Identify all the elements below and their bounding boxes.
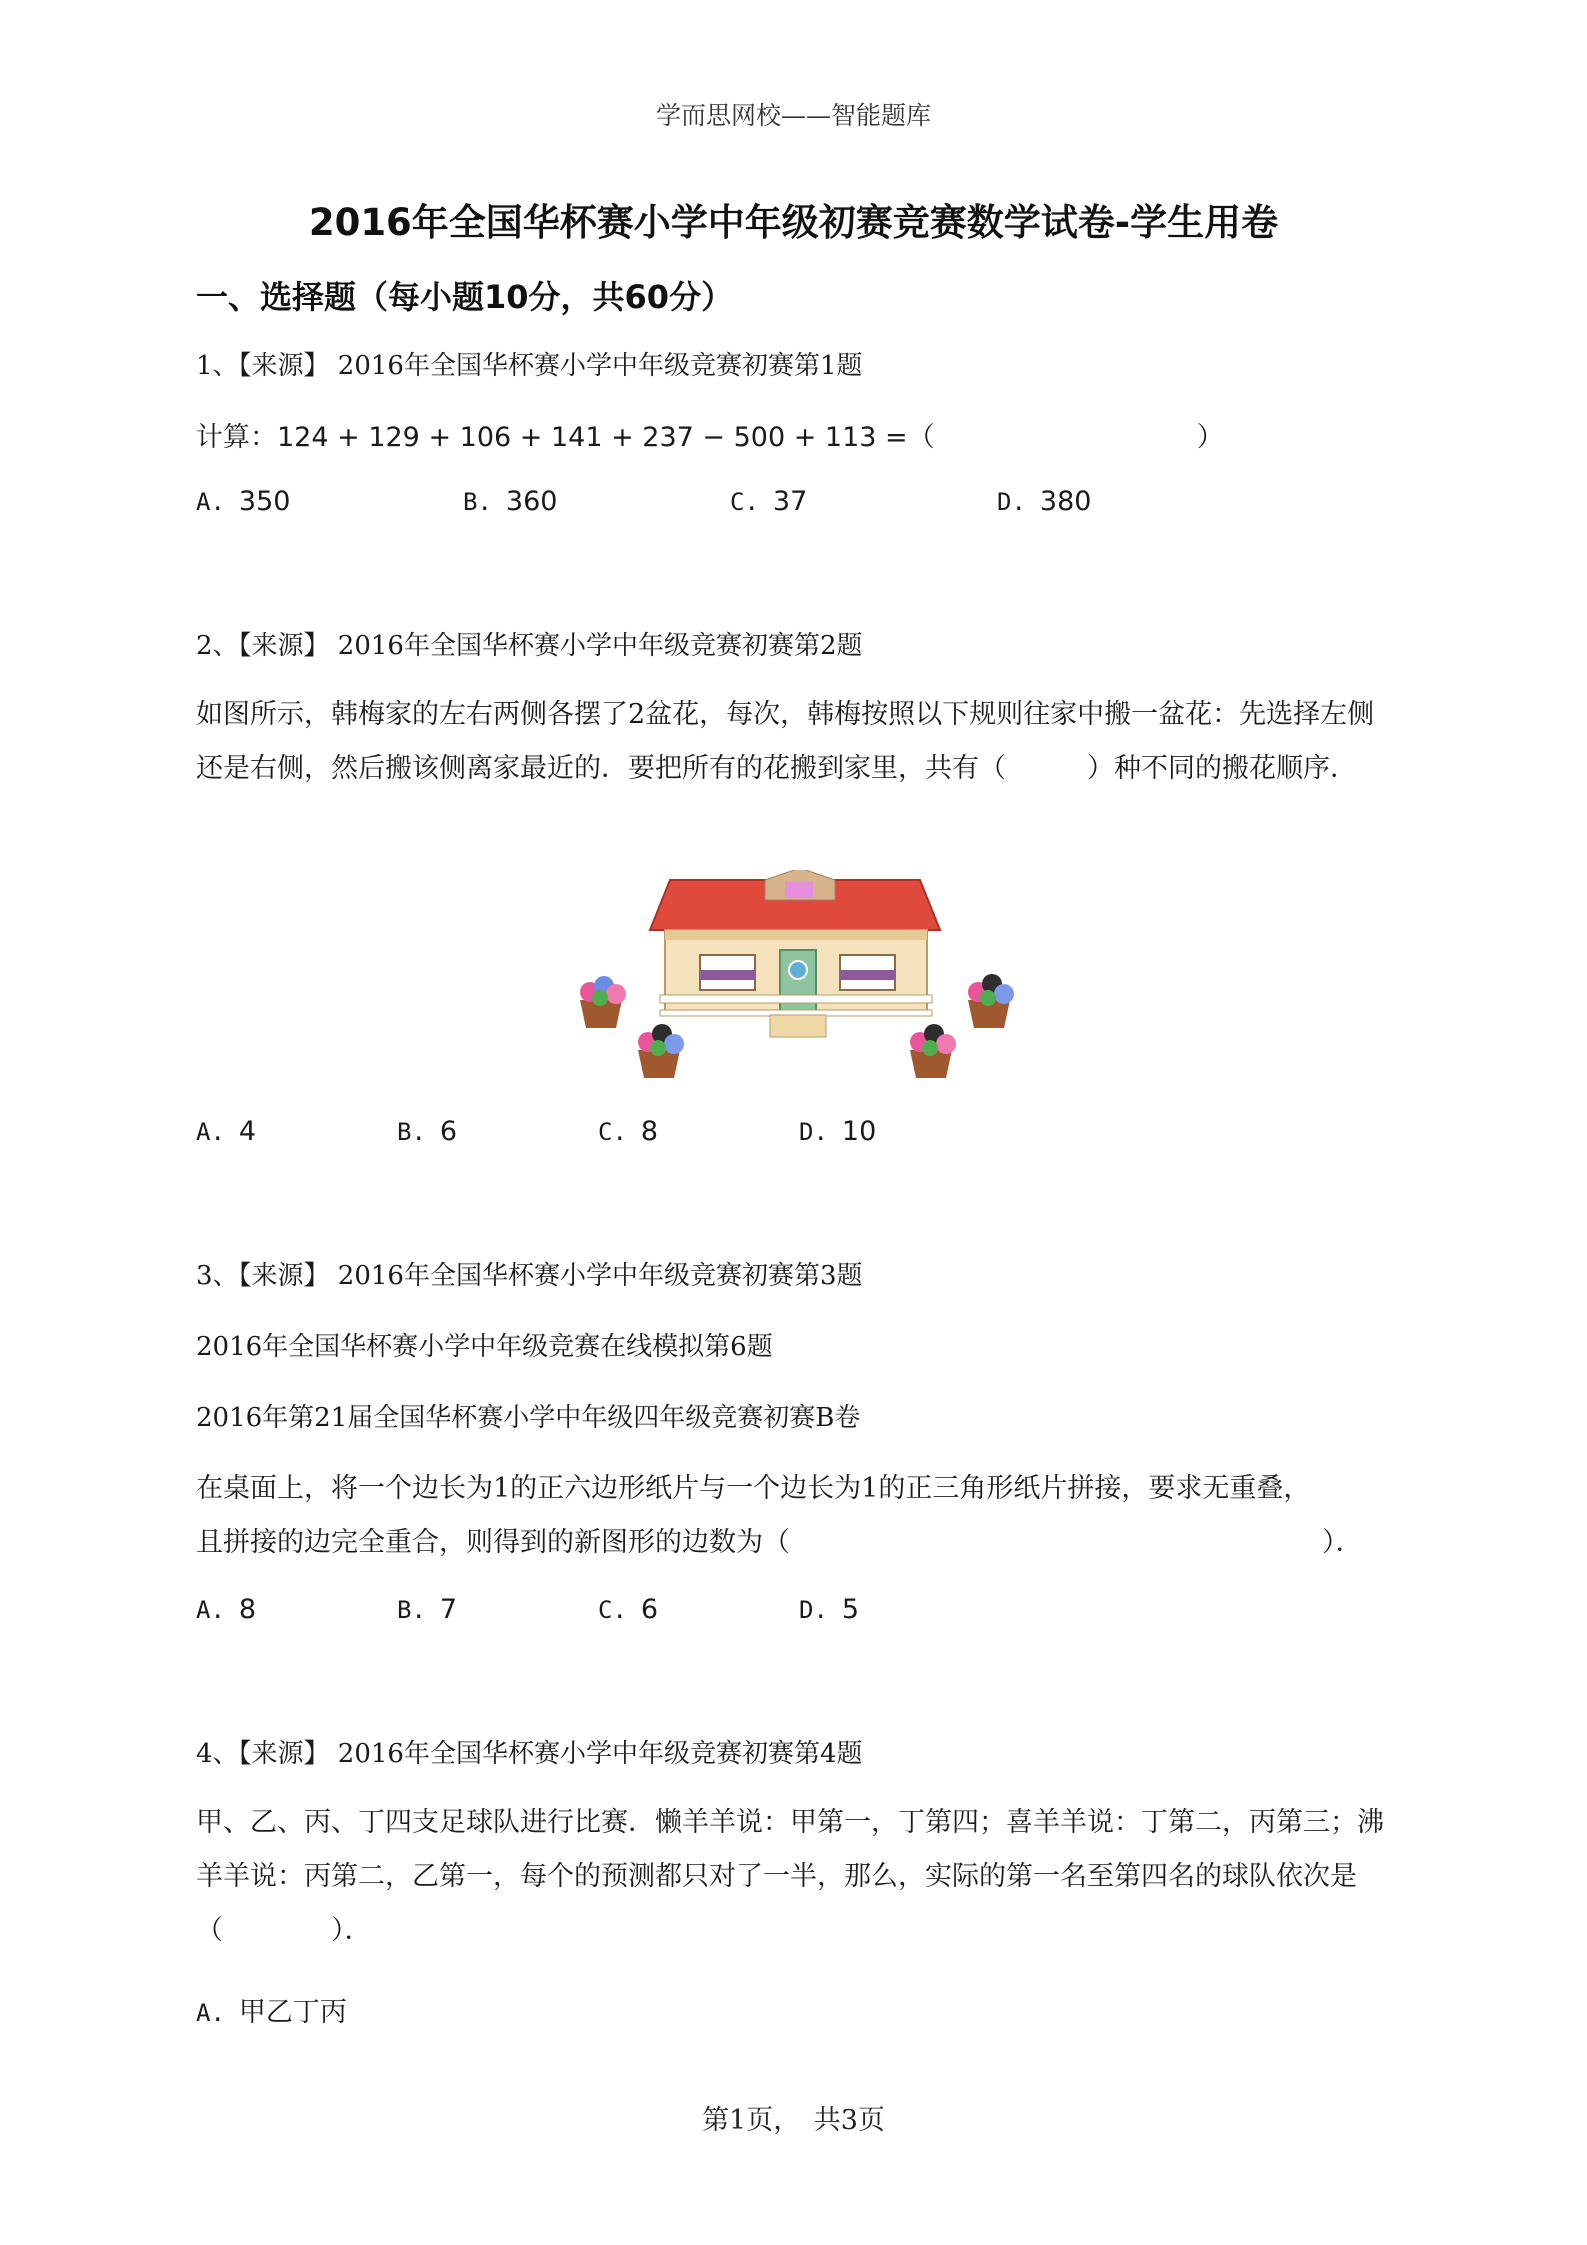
- q2-option-a: A. 4: [196, 1116, 257, 1147]
- q3-option-c: C. 6: [598, 1594, 659, 1625]
- flower-pot-right-outer-icon: [968, 974, 1014, 1028]
- q1-paren-close: ）: [1196, 422, 1224, 453]
- q1-formula: 124 + 129 + 106 + 141 + 237 − 500 + 113 =: [277, 422, 908, 453]
- q3-line-2-a: 且拼接的边完全重合，则得到的新图形的边数为（: [196, 1527, 790, 1558]
- section-heading: 一、选择题（每小题10分，共60分）: [196, 278, 734, 316]
- page-footer: 第1页， 共3页: [702, 2105, 885, 2136]
- q3-line-2: [196, 1520, 1363, 1559]
- q2-source: 2、【来源】 2016年全国华杯赛小学中年级竞赛初赛第2题: [196, 631, 863, 661]
- q4-source: 4、【来源】 2016年全国华杯赛小学中年级竞赛初赛第4题: [196, 1739, 863, 1769]
- q4-option-a: A. 甲乙丁丙: [196, 1997, 347, 2028]
- q3-source-3: 2016年第21届全国华杯赛小学中年级四年级竞赛初赛B卷: [196, 1403, 861, 1433]
- flower-pot-left-outer-icon: [580, 976, 626, 1028]
- q3-source-2: 2016年全国华杯赛小学中年级竞赛在线模拟第6题: [196, 1332, 773, 1362]
- q1-paren-open: （: [907, 422, 935, 453]
- q1-option-a: A. 350: [196, 486, 291, 517]
- q3-option-b: B. 7: [397, 1594, 458, 1625]
- q1-option-b: B. 360: [463, 486, 558, 517]
- q2-option-d: D. 10: [799, 1116, 877, 1147]
- q1-option-d: D. 380: [997, 486, 1092, 517]
- q3-option-d: D. 5: [799, 1594, 860, 1625]
- q1-stem: [196, 415, 1224, 454]
- house-icon: [650, 870, 940, 1037]
- q4-text: 甲、乙、丙、丁四支足球队进行比赛．懒羊羊说：甲第一，丁第四；喜羊羊说：丁第二，丙第三；沸羊羊说：丙第二，乙第一，每个的预测都只对了一半，那么，实际的第一名至第四名的球队依次是（ ）．: [196, 1807, 1384, 1946]
- q1-source: 1、【来源】 2016年全国华杯赛小学中年级竞赛初赛第1题: [196, 351, 863, 381]
- q1-option-c: C. 37: [730, 486, 808, 517]
- q2-option-c: C. 8: [598, 1116, 659, 1147]
- q2-text: 如图所示，韩梅家的左右两侧各摆了2盆花，每次，韩梅按照以下规则往家中搬一盆花：先选择左侧还是右侧，然后搬该侧离家最近的．要把所有的花搬到家里，共有（ ）种不同的搬花顺序．: [196, 699, 1375, 784]
- q3-source: 3、【来源】 2016年全国华杯赛小学中年级竞赛初赛第3题: [196, 1261, 863, 1291]
- q3-option-a: A. 8: [196, 1594, 257, 1625]
- page-title: 2016年全国华杯赛小学中年级初赛竞赛数学试卷-学生用卷: [308, 201, 1279, 244]
- flower-pot-left-inner-icon: [638, 1024, 684, 1078]
- q2-option-b: B. 6: [397, 1116, 458, 1147]
- flower-pot-right-inner-icon: [910, 1024, 956, 1078]
- house-flowers-figure: [560, 870, 1040, 1090]
- page-header: 学而思网校——智能题库: [655, 101, 931, 130]
- q3-line-1: 在桌面上，将一个边长为1的正六边形纸片与一个边长为1的正三角形纸片拼接，要求无重叠，: [196, 1473, 1311, 1504]
- q3-line-2-b: ）．: [1322, 1527, 1363, 1558]
- q1-prefix: 计算：: [196, 422, 277, 453]
